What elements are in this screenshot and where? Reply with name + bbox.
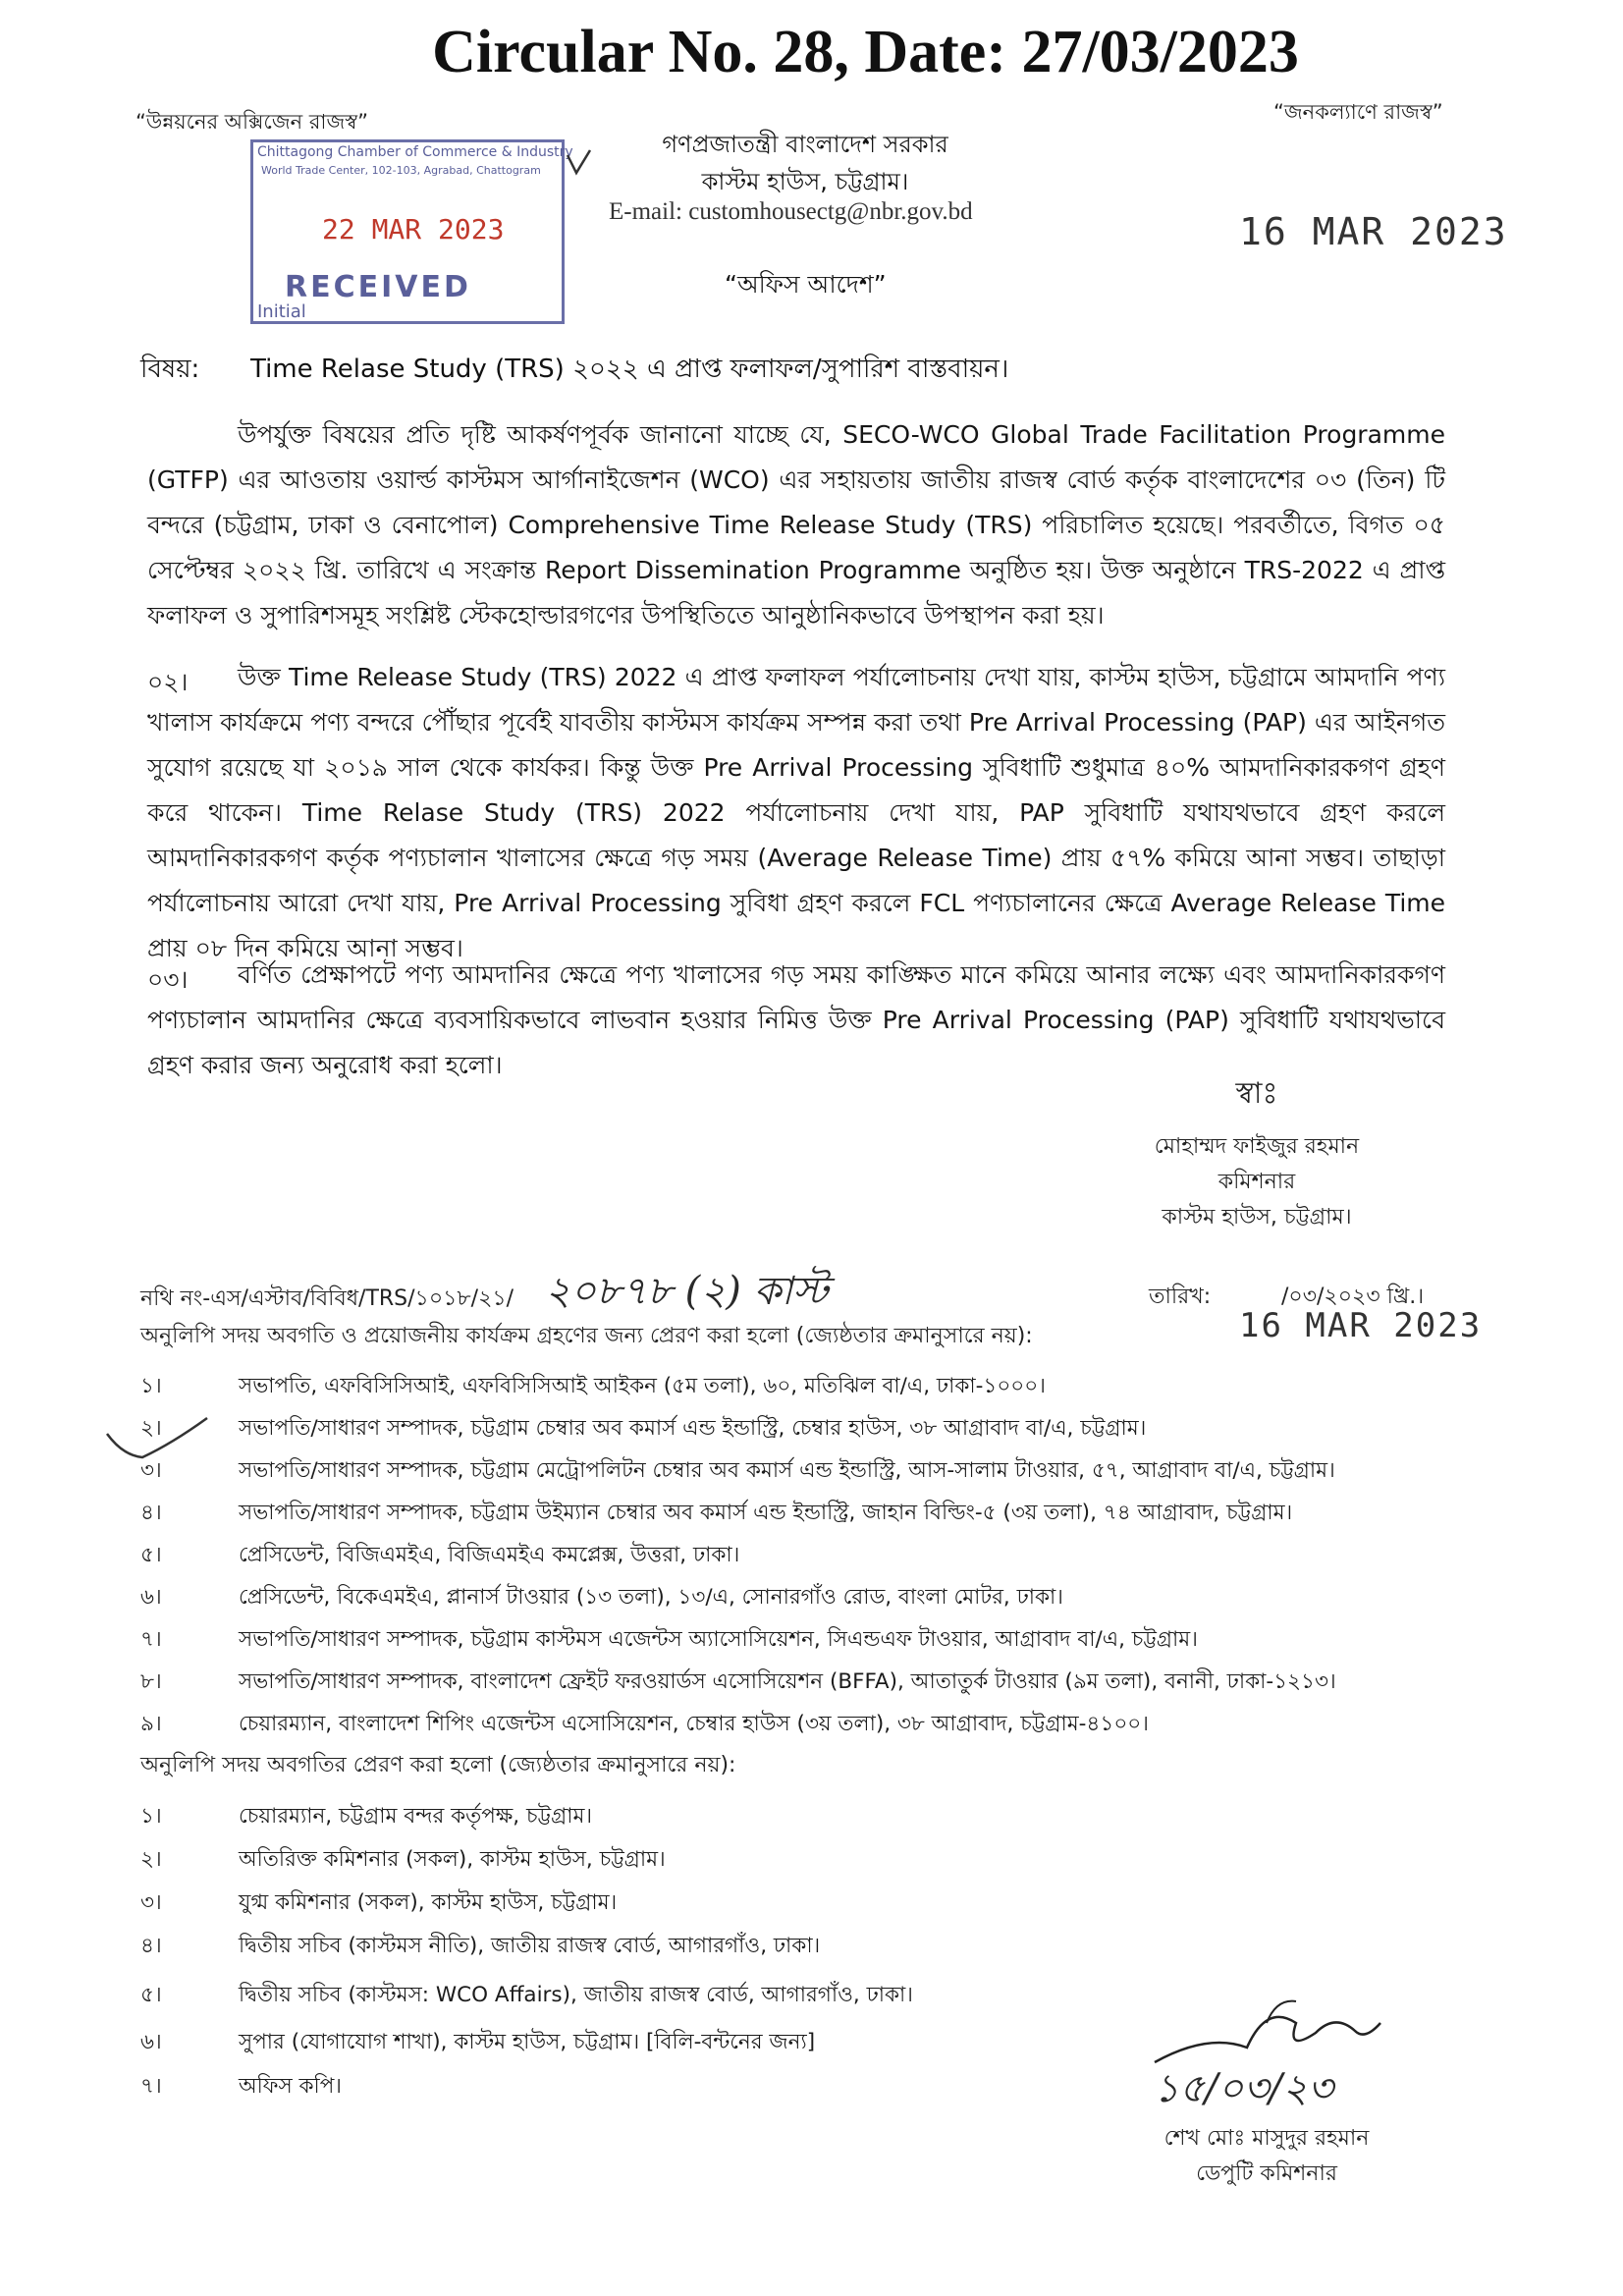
office-name: কাস্টম হাউস, চট্টগ্রাম।	[701, 168, 909, 195]
paragraph-2-number: ০২।	[147, 668, 189, 696]
issue-date-stamp: 16 MAR 2023	[1239, 210, 1508, 253]
motto-right: “জনকল্যাণে রাজস্ব”	[1273, 100, 1443, 124]
motto-left: “উন্নয়নের অক্সিজেন রাজস্ব”	[135, 110, 368, 134]
office-email: E-mail: customhousectg@nbr.gov.bd	[609, 198, 973, 225]
received-stamp	[250, 139, 573, 324]
copy-list-1: ১। সভাপতি, এফবিসিসিআই, এফবিসিসিআই আইকন (৫ম তলা), ৬০, মতিঝিল বা/এ, ঢাকা-১০০০। ২। সভাপতি/সাধারণ সম্পাদক, চট্টগ্রাম চেম্বার অব কমার্স এন্ড ইন্ডাস্ট্রি, চেম্বার হাউস, ৩৮ আগ্রাবাদ বা/এ, চট্টগ্রাম। ৩। সভাপতি/সাধারণ সম্পাদক, চট্টগ্রাম মেট্রোপলিটন চেম্বার অব কমার্স এন্ড ইন্ডাস্ট্রি, আস-সালাম টাওয়ার, ৫৭, আগ্রাবাদ বা/এ, চট্টগ্রাম। ৪। সভাপতি/সাধারণ সম্পাদক, চট্টগ্রাম উইম্যান চেম্বার অব কমার্স এন্ড ইন্ডাস্ট্রি, জাহান বিল্ডিং-৫ (৩য় তলা), ৭৪ আগ্রাবাদ, চট্টগ্রাম। ৫। প্রেসিডেন্ট, বিজিএমইএ, বিজিএমইএ কমপ্লেক্স, উত্তরা, ঢাকা। ৬। প্রেসিডেন্ট, বিকেএমইএ, প্লানার্স টাওয়ার (১৩ তলা), ১৩/এ, সোনারগাঁও রোড, বাংলা মোটর, ঢাকা। ৭। সভাপতি/সাধারণ সম্পাদক, চট্টগ্রাম কাস্টমস এজেন্টস অ্যাসোসিয়েশন, সিএন্ডএফ টাওয়ার, আগ্রাবাদ বা/এ, চট্টগ্রাম। ৮। সভাপতি/সাধারণ সম্পাদক, বাংলাদেশ ফ্রেইট ফরওয়ার্ডস এসোসিয়েশন (BFFA), আতাতুর্ক টাওয়ার (৯ম তলা), বনানী, ঢাকা-১২১৩। ৯। চেয়ারম্যান, বাংলাদেশ শিপিং এজেন্টস এসোসিয়েশন, চেম্বার হাউস (৩য় তলা), ৩৮ আগ্রাবাদ, চট্টগ্রাম-৪১০০।	[140, 1374, 1336, 1736]
stamp-date: 22 MAR 2023	[322, 213, 505, 246]
copy-list-1-heading: অনুলিপি সদয় অবগতি ও প্রয়োজনীয় কার্যক্রম গ্রহণের জন্য প্রেরণ করা হলো (জ্যেষ্ঠতার ক্রমানুসারে নয়):	[140, 1324, 1033, 1348]
file-number: নথি নং-এস/এস্টাব/বিবিধ/TRS/১০১৮/২১/	[140, 1286, 514, 1311]
signatory-block	[1080, 1129, 1434, 1235]
handwritten-signature-date: ১৫/০৩/২৩	[1154, 2066, 1333, 2111]
stamp-tick-mark	[565, 147, 594, 181]
government-heading	[589, 126, 1021, 200]
copy-list-2-heading: অনুলিপি সদয় অবগতির প্রেরণ করা হলো (জ্যেষ্ঠতার ক্রমানুসারে নয়):	[140, 1753, 736, 1777]
stamp-initial-label: Initial	[257, 301, 306, 322]
signatory-title: কমিশনার	[1217, 1170, 1296, 1194]
stamp-organization: Chittagong Chamber of Commerce & Industry	[257, 144, 573, 160]
body-paragraph-2: উক্ত Time Release Study (TRS) 2022 এ প্রাপ্ত ফলাফল পর্যালোচনায় দেখা যায়, কাস্টম হাউস, চট্টগ্রামে আমদানি পণ্য খালাস কার্যক্রমে পণ্য বন্দরে পৌঁছার পূর্বেই যাবতীয় কাস্টমস কার্যক্রম সম্পন্ন করা তথা Pre Arrival Processing (PAP) এর আইনগত সুযোগ রয়েছে যা ২০১৯ সাল থেকে কার্যকর। কিন্তু উক্ত Pre Arrival Processing সুবিধাটি শুধুমাত্র ৪০% আমদানিকারকগণ গ্রহণ করে থাকেন। Time Relase Study (TRS) 2022 পর্যালোচনায় দেখা যায়, PAP সুবিধাটি যথাযথভাবে গ্রহণ করলে আমদানিকারকগণ কর্তৃক পণ্যচালান খালাসের ক্ষেত্রে গড় সময় (Average Release Time) প্রায় ৫৭% কমিয়ে আনা সম্ভব। তাছাড়া পর্যালোচনায় আরো দেখা যায়, Pre Arrival Processing সুবিধা গ্রহণ করলে FCL পণ্যচালানের ক্ষেত্রে Average Release Time প্রায় ০৮ দিন কমিয়ে আনা সম্ভব।	[147, 663, 1445, 962]
deputy-commissioner-name: শেখ মোঃ মাসুদুর রহমান	[1163, 2126, 1370, 2151]
signatory-office: কাস্টম হাউস, চট্টগ্রাম।	[1162, 1205, 1352, 1230]
signature-mark: স্বাঃ	[1235, 1076, 1278, 1111]
government-name: গণপ্রজাতন্ত্রী বাংলাদেশ সরকার	[662, 131, 948, 158]
signatory-name: মোহাম্মদ ফাইজুর রহমান	[1154, 1134, 1360, 1159]
paragraph-3-number: ০৩।	[147, 965, 189, 994]
reference-date-label: তারিখ:	[1149, 1285, 1212, 1309]
handwritten-memo-number: ২০৮৭৮ (২) কাস্ট	[545, 1269, 829, 1314]
copy-list-2: ১। চেয়ারম্যান, চট্টগ্রাম বন্দর কর্তৃপক্ষ, চট্টগ্রাম। ২। অতিরিক্ত কমিশনার (সকল), কাস্টম হাউস, চট্টগ্রাম। ৩। যুগ্ম কমিশনার (সকল), কাস্টম হাউস, চট্টগ্রাম। ৪। দ্বিতীয় সচিব (কাস্টমস নীতি), জাতীয় রাজস্ব বোর্ড, আগারগাঁও, ঢাকা। ৫। দ্বিতীয় সচিব (কাস্টমস: WCO Affairs), জাতীয় রাজস্ব বোর্ড, আগারগাঁও, ঢাকা। ৬। সুপার (যোগাযোগ শাখা), কাস্টম হাউস, চট্টগ্রাম। [বিলি-বন্টনের জন্য] ৭। অফিস কপি।	[140, 1804, 913, 2099]
circular-title: Circular No. 28, Date: 27/03/2023	[432, 19, 1299, 85]
body-paragraph-3: বর্ণিত প্রেক্ষাপটে পণ্য আমদানির ক্ষেত্রে পণ্য খালাসের গড় সময় কাঙ্ক্ষিত মানে কমিয়ে আনার লক্ষ্যে এবং আমদানিকারকগণ পণ্যচালান আমদানির ক্ষেত্রে ব্যবসায়িকভাবে লাভবান হওয়ার নিমিত্ত উক্ত Pre Arrival Processing (PAP) সুবিধাটি যথাযথভাবে গ্রহণ করার জন্য অনুরোধ করা হলো।	[147, 960, 1445, 1079]
stamp-received-label: RECEIVED	[285, 270, 471, 304]
deputy-commissioner-title: ডেপুটি কমিশনার	[1196, 2161, 1337, 2186]
deputy-commissioner-block	[1109, 2121, 1424, 2192]
office-order-heading: “অফিস আদেশ”	[725, 270, 887, 299]
reference-date-value: /০৩/২০২৩ খ্রি.।	[1281, 1285, 1425, 1309]
subject-label: বিষয়:	[140, 355, 200, 384]
stamp-address: World Trade Center, 102-103, Agrabad, Chattogram	[261, 164, 541, 177]
reference-date-stamp: 16 MAR 2023	[1239, 1306, 1483, 1345]
subject-text: Time Relase Study (TRS) ২০২২ এ প্রাপ্ত ফলাফল/সুপারিশ বাস্তবায়ন।	[250, 355, 1009, 384]
body-paragraph-1: উপর্যুক্ত বিষয়ের প্রতি দৃষ্টি আকর্ষণপূর্বক জানানো যাচ্ছে যে, SECO-WCO Global Trade Facilitation Programme (GTFP) এর আওতায় ওয়ার্ল্ড কাস্টমস আর্গানাইজেশন (WCO) এর সহায়তায় জাতীয় রাজস্ব বোর্ড কর্তৃক বাংলাদেশের ০৩ (তিন) টি বন্দরে (চট্টগ্রাম, ঢাকা ও বেনাপোল) Comprehensive Time Release Study (TRS) পরিচালিত হয়েছে। পরবর্তীতে, বিগত ০৫ সেপ্টেম্বর ২০২২ খ্রি. তারিখে এ সংক্রান্ত Report Dissemination Programme অনুষ্ঠিত হয়। উক্ত অনুষ্ঠানে TRS-2022 এ প্রাপ্ত ফলাফল ও সুপারিশসমূহ সংশ্লিষ্ট স্টেকহোল্ডারগণের উপস্থিতিতে আনুষ্ঠানিকভাবে উপস্থাপন করা হয়।	[147, 420, 1445, 629]
